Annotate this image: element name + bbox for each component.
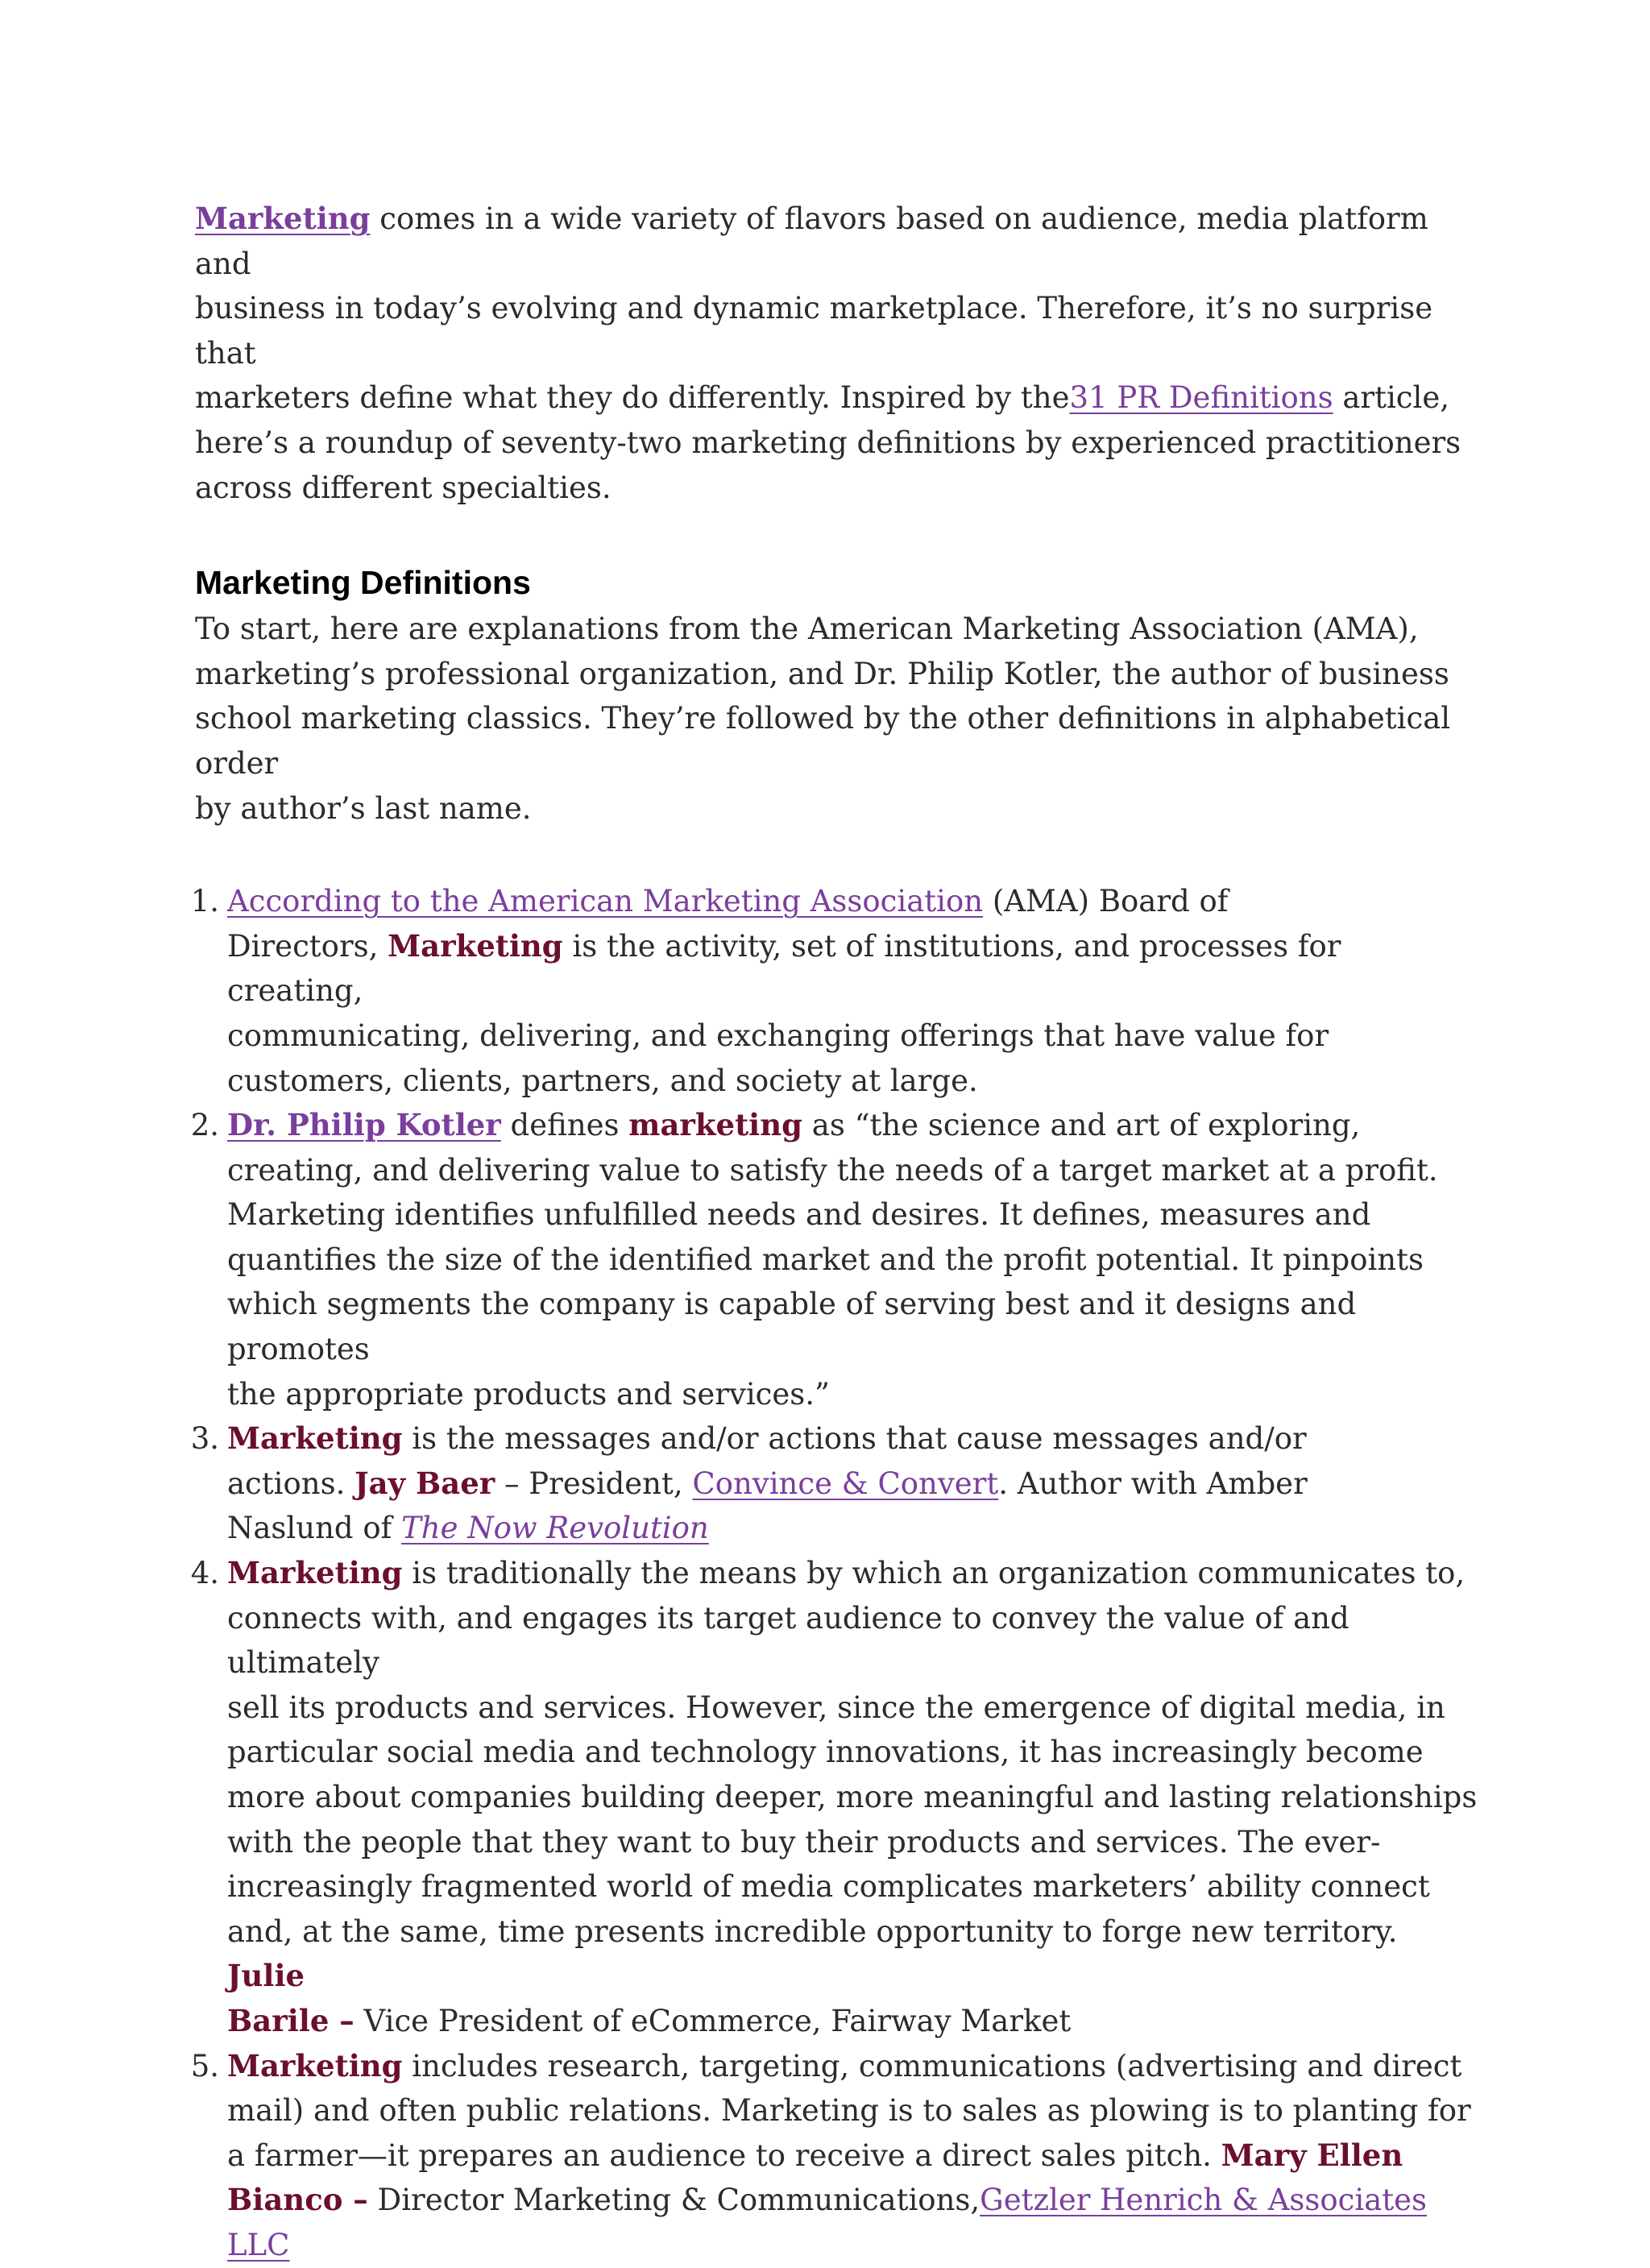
section-intro-line: To start, here are explanations from the American Marketing Association (AMA), <box>195 612 1419 647</box>
term-marketing: marketing <box>628 1107 803 1143</box>
definition-item-2: 2. Dr. Philip Kotler defines marketing as “the science and art of exploring, creating, and delivering value to satisfy the needs of a target market at a profit. Marketing identifies unfulfilled needs and desires. It defines, measures and quantifies the size of the identified market and the profit potential. It pinpoints which segments the company is capable of serving best and it designs and promotes the appropriate products and services.” <box>195 1103 1484 1416</box>
list-number: 3. <box>190 1421 219 1457</box>
author-name: Jay Baer <box>354 1465 495 1501</box>
list-number: 5. <box>190 2048 219 2083</box>
term-marketing: Marketing <box>227 1555 403 1591</box>
kotler-link[interactable]: Dr. Philip Kotler <box>227 1107 501 1143</box>
intro-paragraph <box>195 197 1484 510</box>
section-heading: Marketing Definitions <box>195 564 531 602</box>
definition-item-3: 3. Marketing is the messages and/or actions that cause messages and/or actions. Jay Baer – President, Convince & Convert. Author with Amber Naslund of The Now Revolution <box>195 1416 1484 1551</box>
author-name: Julie <box>227 1958 305 1994</box>
list-number: 2. <box>190 1108 219 1143</box>
author-name: Mary Ellen <box>1221 2137 1403 2173</box>
intro-line: across different specialties. <box>195 470 611 505</box>
getzler-henrich-link[interactable]: Getzler Henrich & Associates <box>980 2183 1428 2218</box>
list-number: 1. <box>190 884 219 919</box>
definition-item-1: 1. According to the American Marketing Association (AMA) Board of Directors, Marketing is the activity, set of institutions, and processes for creating, communicating, delivering, and exchanging offerings that have value for customers, clients, partners, and society at large. <box>195 879 1484 1103</box>
definition-item-4: 4. Marketing is traditionally the means by which an organization communicates to, connects with, and engages its target audience to convey the value of and ultimately sell its products and services. However, since the emergence of digital media, in particular social media and technology innovations, it has increasingly become more about companies building deeper, more meaningful and lasting relationships with the people that they want to buy their products and services. The ever- increasingly fragmented world of media complicates marketers’ ability connect and, at the same, time presents incredible opportunity to forge new territory. Julie Barile – Vice President of eCommerce, Fairway Market <box>195 1551 1484 2044</box>
section-intro-line: by author’s last name. <box>195 790 532 826</box>
intro-line: here’s a roundup of seventy-two marketing definitions by experienced practitioners <box>195 425 1461 460</box>
author-name: Bianco – <box>227 2182 368 2218</box>
now-revolution-link[interactable]: The Now Revolution <box>401 1511 709 1546</box>
definitions-list <box>190 879 1484 2267</box>
ama-link[interactable]: According to the American Marketing Association <box>227 884 984 919</box>
marketing-link[interactable]: Marketing <box>195 201 371 236</box>
section-intro-line: marketing’s professional organization, and Dr. Philip Kotler, the author of business <box>195 656 1449 691</box>
pr-definitions-link[interactable]: 31 PR Definitions <box>1069 380 1333 416</box>
author-name: Barile – <box>227 2002 354 2038</box>
intro-line: marketers define what they do differently. Inspired by the31 PR Definitions article, <box>195 380 1450 416</box>
convince-convert-link[interactable]: Convince & Convert <box>692 1466 999 1501</box>
list-number: 4. <box>190 1556 219 1591</box>
document-body <box>190 197 1484 2268</box>
term-marketing: Marketing <box>388 927 563 964</box>
intro-line: business in today’s evolving and dynamic marketplace. Therefore, it’s no surprise that <box>195 291 1433 371</box>
term-marketing: Marketing <box>227 2047 403 2083</box>
definition-item-5: 5. Marketing includes research, targeting, communications (advertising and direct mail) and often public relations. Marketing is to sales as plowing is to planting for a farmer—it prepares an audience to receive a direct sales pitch. Mary Ellen Bianco – Director Marketing & Communications,Getzler Henrich & Associates LLC <box>195 2044 1484 2268</box>
getzler-henrich-link-llc[interactable]: LLC <box>227 2227 290 2262</box>
term-marketing: Marketing <box>227 1420 403 1457</box>
intro-line: Marketing comes in a wide variety of flavors based on audience, media platform and <box>195 201 1428 281</box>
section-intro-line: school marketing classics. They’re followed by the other definitions in alphabetical order <box>195 701 1451 781</box>
section-intro-paragraph <box>195 607 1484 831</box>
